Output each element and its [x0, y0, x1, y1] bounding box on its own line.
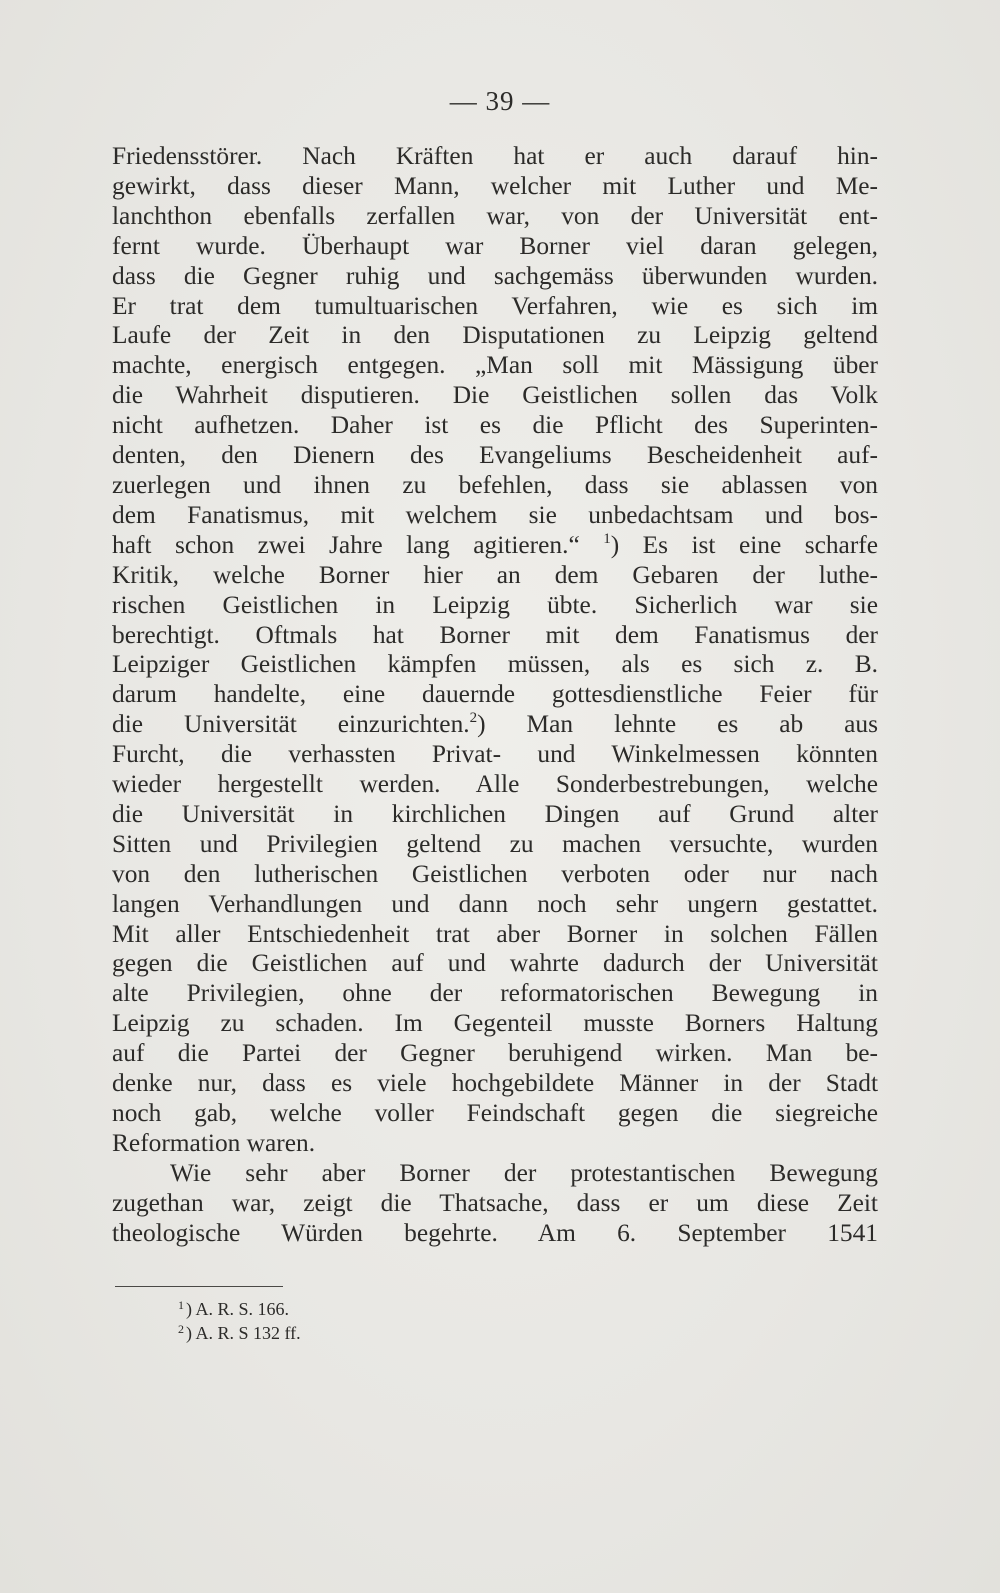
text-segment: die Universität einzurichten.	[112, 710, 470, 739]
footnote-mark: 1	[178, 1298, 184, 1312]
text-line: Furcht, die verhassten Privat- und Winkelmessen könnten	[112, 740, 878, 769]
text-line: denke nur, dass es viele hochgebildete Männer in der Stadt	[112, 1069, 878, 1098]
text-line: gewirkt, dass dieser Mann, welcher mit Luther und Me-	[112, 171, 878, 200]
text-line: rischen Geistlichen in Leipzig übte. Sicherlich war sie	[112, 590, 878, 619]
text-line: dem Fanatismus, mit welchem sie unbedachtsam und bos-	[112, 500, 878, 529]
text-line: Laufe der Zeit in den Disputationen zu Leipzig geltend	[112, 321, 878, 350]
text-line-footnote-ref-1	[112, 531, 878, 561]
text-line: Mit aller Entschiedenheit trat aber Borner in solchen Fällen	[112, 919, 878, 948]
text-line: darum handelte, eine dauernde gottesdienstliche Feier für	[112, 680, 878, 709]
text-line: zuerlegen und ihnen zu befehlen, dass sie ablassen von	[112, 470, 878, 499]
text-line: Kritik, welche Borner hier an dem Gebaren der luthe-	[112, 560, 878, 589]
text-line: zugethan war, zeigt die Thatsache, dass er um diese Zeit	[112, 1188, 878, 1217]
text-line: Reformation waren.	[112, 1128, 316, 1157]
text-line: noch gab, welche voller Feindschaft gegen die siegreiche	[112, 1099, 878, 1127]
footnote-text: ) A. R. S 132 ff.	[186, 1323, 301, 1343]
text-line-footnote-ref-2	[112, 710, 878, 740]
footnote-ref-1: 1	[603, 530, 611, 547]
footnotes	[178, 1297, 301, 1345]
text-segment: ) Es ist eine scharfe	[610, 530, 879, 559]
text-line: Sitten und Privilegien geltend zu machen versuchte, wurden	[112, 829, 878, 858]
text-line: Wie sehr aber Borner der protestantischen Bewegung	[170, 1158, 878, 1187]
text-line: lanchthon ebenfalls zerfallen war, von der Universität ent-	[112, 201, 878, 230]
text-segment: ) Man lehnte es ab aus	[477, 710, 878, 739]
footnote-mark: 2	[178, 1322, 184, 1336]
page-number: — 39 —	[449, 86, 551, 116]
text-line: alte Privilegien, ohne der reformatorischen Bewegung in	[112, 979, 878, 1008]
text-line: gegen die Geistlichen auf und wahrte dadurch der Universität	[112, 949, 878, 978]
text-line: von den lutherischen Geistlichen verboten oder nur nach	[112, 859, 878, 888]
body-text	[112, 142, 878, 1249]
footnote-divider	[115, 1286, 283, 1287]
text-line: Leipzig zu schaden. Im Gegenteil musste Borners Haltung	[112, 1009, 878, 1038]
footnote-1	[178, 1297, 301, 1321]
text-line: die Universität in kirchlichen Dingen auf Grund alter	[112, 799, 878, 828]
footnote-text: ) A. R. S. 166.	[186, 1299, 290, 1319]
text-line: Leipziger Geistlichen kämpfen müssen, als es sich z. B.	[112, 650, 878, 679]
footnote-ref-2: 2	[469, 710, 478, 727]
text-line: theologische Würden begehrte. Am 6. September 1541	[112, 1218, 878, 1247]
text-line: berechtigt. Oftmals hat Borner mit dem Fanatismus der	[112, 620, 878, 649]
text-line: dass die Gegner ruhig und sachgemäss überwunden wurden.	[112, 261, 878, 290]
text-line: auf die Partei der Gegner beruhigend wirken. Man be-	[112, 1039, 878, 1068]
text-line: Er trat dem tumultuarischen Verfahren, wie es sich im	[112, 291, 878, 320]
text-line: langen Verhandlungen und dann noch sehr ungern gestattet.	[112, 889, 878, 918]
text-line: fernt wurde. Überhaupt war Borner viel daran gelegen,	[112, 231, 878, 260]
text-line: machte, energisch entgegen. „Man soll mit Mässigung über	[112, 351, 878, 380]
text-line: die Wahrheit disputieren. Die Geistlichen sollen das Volk	[112, 381, 878, 410]
text-line: wieder hergestellt werden. Alle Sonderbestrebungen, welche	[112, 770, 878, 799]
footnote-2	[178, 1321, 301, 1345]
text-line: denten, den Dienern des Evangeliums Bescheidenheit auf-	[112, 441, 878, 470]
text-line: Friedensstörer. Nach Kräften hat er auch darauf hin-	[112, 142, 878, 170]
text-line: nicht aufhetzen. Daher ist es die Pflicht des Superinten-	[112, 411, 878, 440]
text-segment: haft schon zwei Jahre lang agitieren.“	[112, 530, 604, 559]
